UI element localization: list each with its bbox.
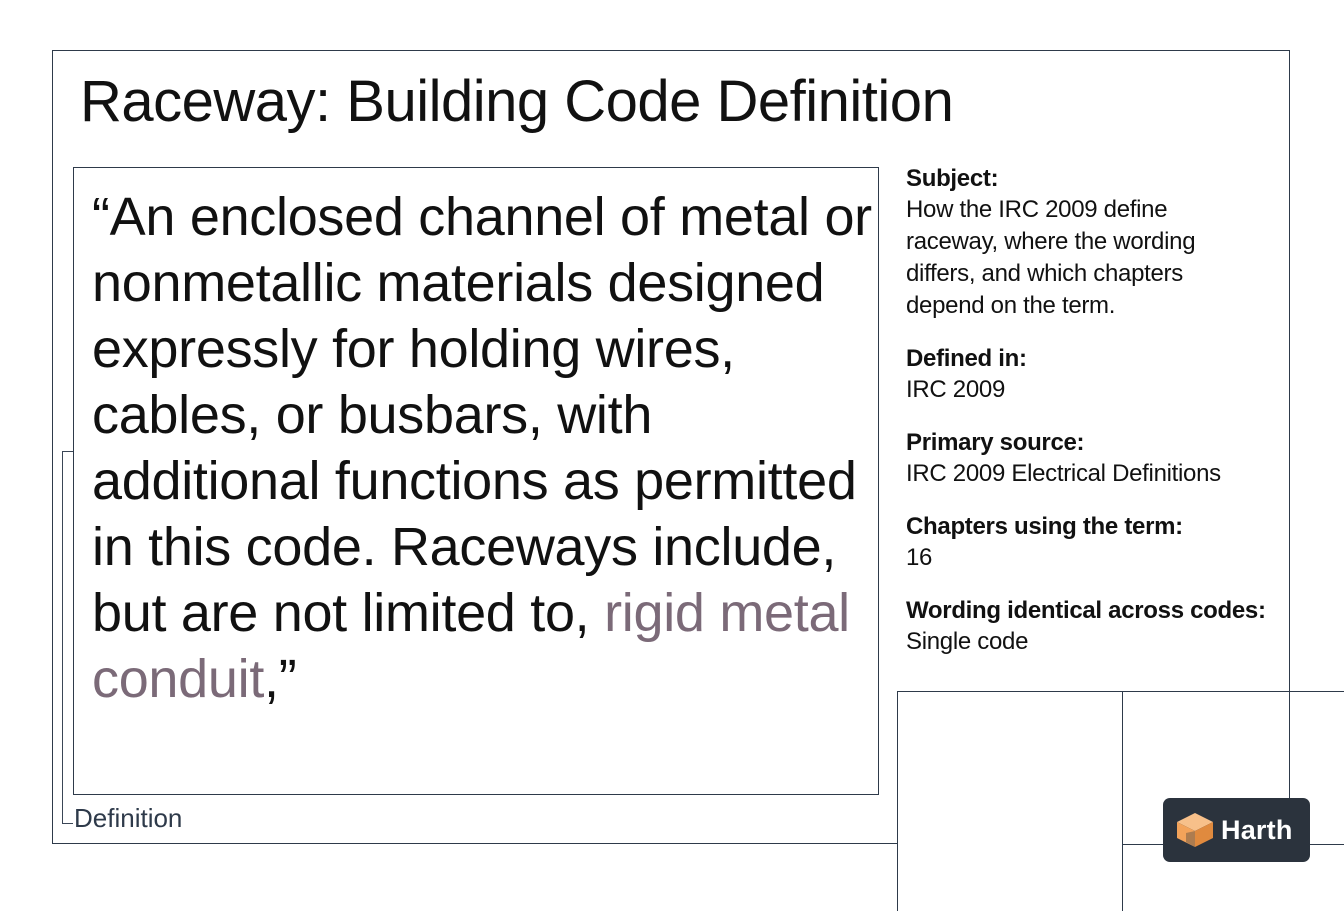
page-title: Raceway: Building Code Definition xyxy=(80,69,954,134)
meta-wording-label: Wording identical across codes: xyxy=(906,597,1266,624)
meta-chapters xyxy=(906,512,1306,574)
meta-defined-in xyxy=(906,344,1306,406)
meta-primary-source-value: IRC 2009 Electrical Definitions xyxy=(906,460,1221,487)
meta-chapters-value: 16 xyxy=(906,544,933,571)
meta-defined-in-value: IRC 2009 xyxy=(906,376,1005,403)
definition-quote xyxy=(92,184,872,712)
definition-quote-box xyxy=(73,167,879,795)
logo-text: Harth xyxy=(1221,814,1293,845)
grid-divider-vertical xyxy=(1122,691,1123,911)
meta-primary-source xyxy=(906,428,1306,490)
meta-subject-label: Subject: xyxy=(906,165,999,192)
meta-wording xyxy=(906,596,1306,658)
quote-text-before: “An enclosed channel of metal or nonmetallic materials designed expressly for holding wires, cables, or busbars, with additional functions as permitted in this code. Raceways include, but are not limited to, xyxy=(92,187,872,643)
meta-defined-in-label: Defined in: xyxy=(906,345,1027,372)
meta-subject-value: How the IRC 2009 define raceway, where the wording differs, and which chapters depend on the term. xyxy=(906,196,1196,319)
harth-cube-logo-icon xyxy=(1175,811,1215,849)
meta-wording-value: Single code xyxy=(906,628,1029,655)
definition-label: Definition xyxy=(74,803,183,833)
meta-subject xyxy=(906,164,1306,322)
metadata-panel xyxy=(906,164,1306,680)
meta-primary-source-label: Primary source: xyxy=(906,429,1085,456)
quote-highlight-link[interactable]: rigid metal conduit xyxy=(92,583,850,709)
quote-text-after: ,” xyxy=(264,649,297,709)
meta-chapters-label: Chapters using the term: xyxy=(906,513,1183,540)
harth-logo[interactable] xyxy=(1163,798,1310,862)
definition-bracket xyxy=(62,451,73,824)
